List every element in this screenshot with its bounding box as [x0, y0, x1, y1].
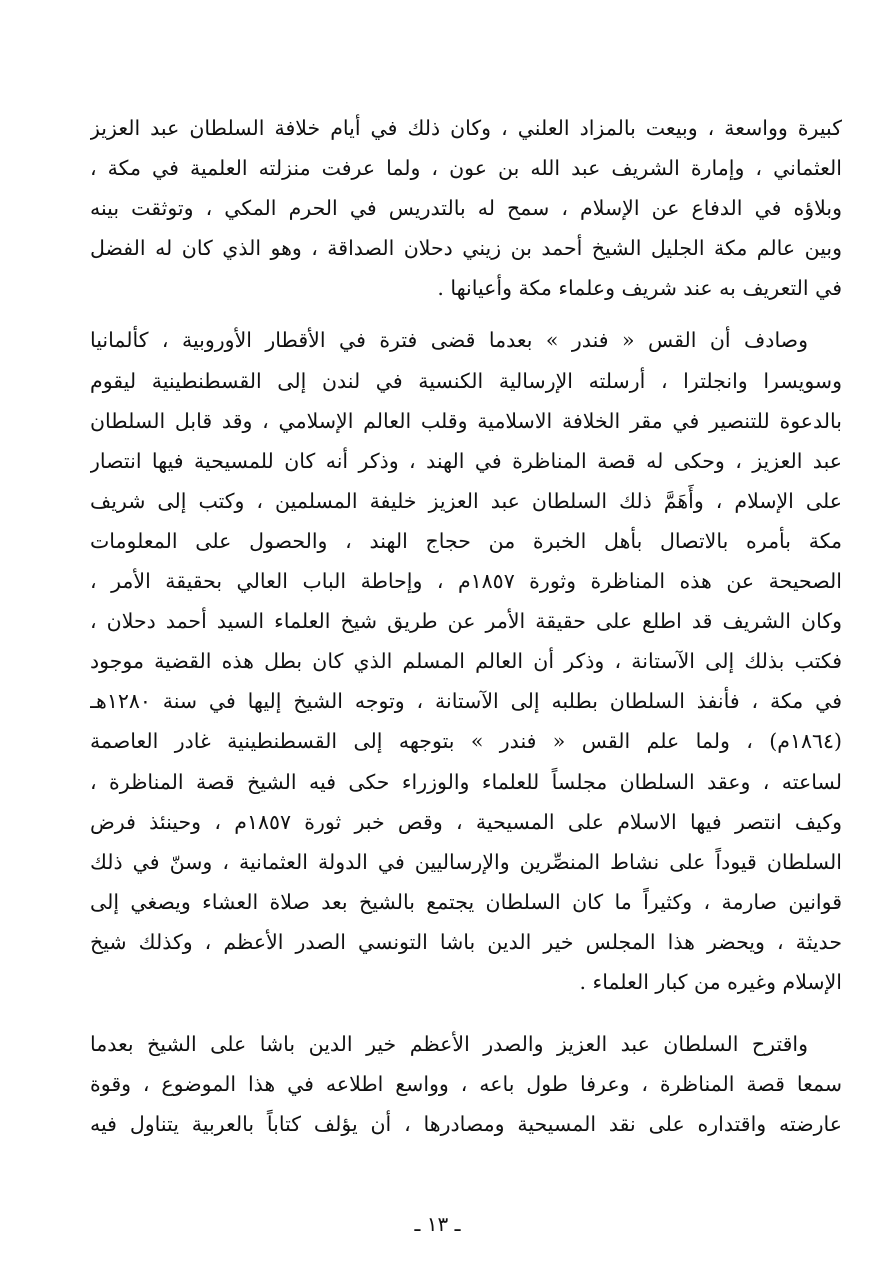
- page-body: [90, 108, 842, 1144]
- text-line: كبيرة وواسعة ، وبيعت بالمزاد العلني ، وكان ذلك في أيام خلافة السلطان عبد العزيز: [90, 116, 842, 140]
- text-line: وبلاؤه في الدفاع عن الإسلام ، سمح له بالتدريس في الحرم المكي ، وتوثقت بينه: [90, 196, 842, 221]
- text-line: بالدعوة للتنصير في مقر الخلافة الاسلامية وقلب العالم الإسلامي ، وقد قابل السلطان: [90, 408, 842, 433]
- text-line: سمعا قصة المناظرة ، وعرفا طول باعه ، وواسع اطلاعه في هذا الموضوع ، وقوة: [90, 1072, 842, 1097]
- text-line: حديثة ، ويحضر هذا المجلس خير الدين باشا التونسي الصدر الأعظم ، وكذلك شيخ: [90, 929, 842, 954]
- text-line: السلطان قيوداً على نشاط المنصِّرين والإرساليين في الدولة العثمانية ، وسنّ في ذلك: [90, 849, 842, 874]
- paragraph: [90, 108, 842, 308]
- text-line: لساعته ، وعقد السلطان مجلساً للعلماء والوزراء حكى فيه الشيخ قصة المناظرة ،: [90, 769, 842, 794]
- text-line: الصحيحة عن هذه المناظرة وثورة ١٨٥٧م ، وإحاطة الباب العالي بحقيقة الأمر ،: [90, 569, 842, 594]
- text-line: على الإسلام ، وأَهَمَّ ذلك السلطان عبد العزيز خليفة المسلمين ، وكتب إلى شريف: [90, 488, 842, 513]
- paragraph-gap: [90, 308, 842, 320]
- text-line: العثماني ، وإمارة الشريف عبد الله بن عون ، ولما عرفت منزلته العلمية في مكة ،: [90, 156, 842, 181]
- text-line: وسويسرا وانجلترا ، أرسلته الإرسالية الكنسية في لندن إلى القسطنطينية ليقوم: [90, 368, 842, 393]
- text-line: وصادف أن القس « فندر » بعدما قضى فترة في الأقطار الأوروبية ، كألمانيا: [90, 328, 808, 353]
- page-number: ـ ١٣ ـ: [414, 1212, 461, 1236]
- text-line: الإسلام وغيره من كبار العلماء .: [579, 969, 842, 994]
- text-line: فكتب بذلك إلى الآستانة ، وذكر أن العالم المسلم الذي كان بطل هذه القضية موجود: [90, 649, 842, 674]
- text-line: واقترح السلطان عبد العزيز والصدر الأعظم خير الدين باشا على الشيخ بعدما: [90, 1032, 808, 1057]
- text-line: (١٨٦٤م) ، ولما علم القس « فندر » بتوجهه إلى القسطنطينية غادر العاصمة: [90, 729, 842, 754]
- paragraph-gap: [90, 1002, 842, 1024]
- text-line: في مكة ، فأنفذ السلطان بطلبه إلى الآستانة ، وتوجه الشيخ إليها في سنة ١٢٨٠هـ: [90, 689, 842, 714]
- text-line: وكان الشريف قد اطلع على حقيقة الأمر عن طريق شيخ العلماء السيد أحمد دحلان ،: [90, 609, 842, 634]
- text-line: مكة بأمره بالاتصال بأهل الخبرة من حجاج الهند ، والحصول على المعلومات: [90, 528, 842, 553]
- paragraph: [90, 1024, 842, 1144]
- paragraph: [90, 320, 842, 1002]
- text-line: وبين عالم مكة الجليل الشيخ أحمد بن زيني دحلان الصداقة ، وهو الذي كان له الفضل: [90, 236, 842, 261]
- text-line: عبد العزيز ، وحكى له قصة المناظرة في الهند ، وذكر أنه كان للمسيحية فيها انتصار: [90, 448, 842, 473]
- text-line: في التعريف به عند شريف وعلماء مكة وأعيانها .: [437, 276, 842, 301]
- text-line: وكيف انتصر فيها الاسلام على المسيحية ، وقص خبر ثورة ١٨٥٧م ، وحينئذ فرض: [90, 809, 842, 834]
- text-line: قوانين صارمة ، وكثيراً ما كان السلطان يجتمع بالشيخ بعد صلاة العشاء ويصغي إلى: [90, 889, 842, 914]
- text-line: عارضته واقتداره على نقد المسيحية ومصادرها ، أن يؤلف كتاباً بالعربية يتناول فيه: [90, 1112, 842, 1137]
